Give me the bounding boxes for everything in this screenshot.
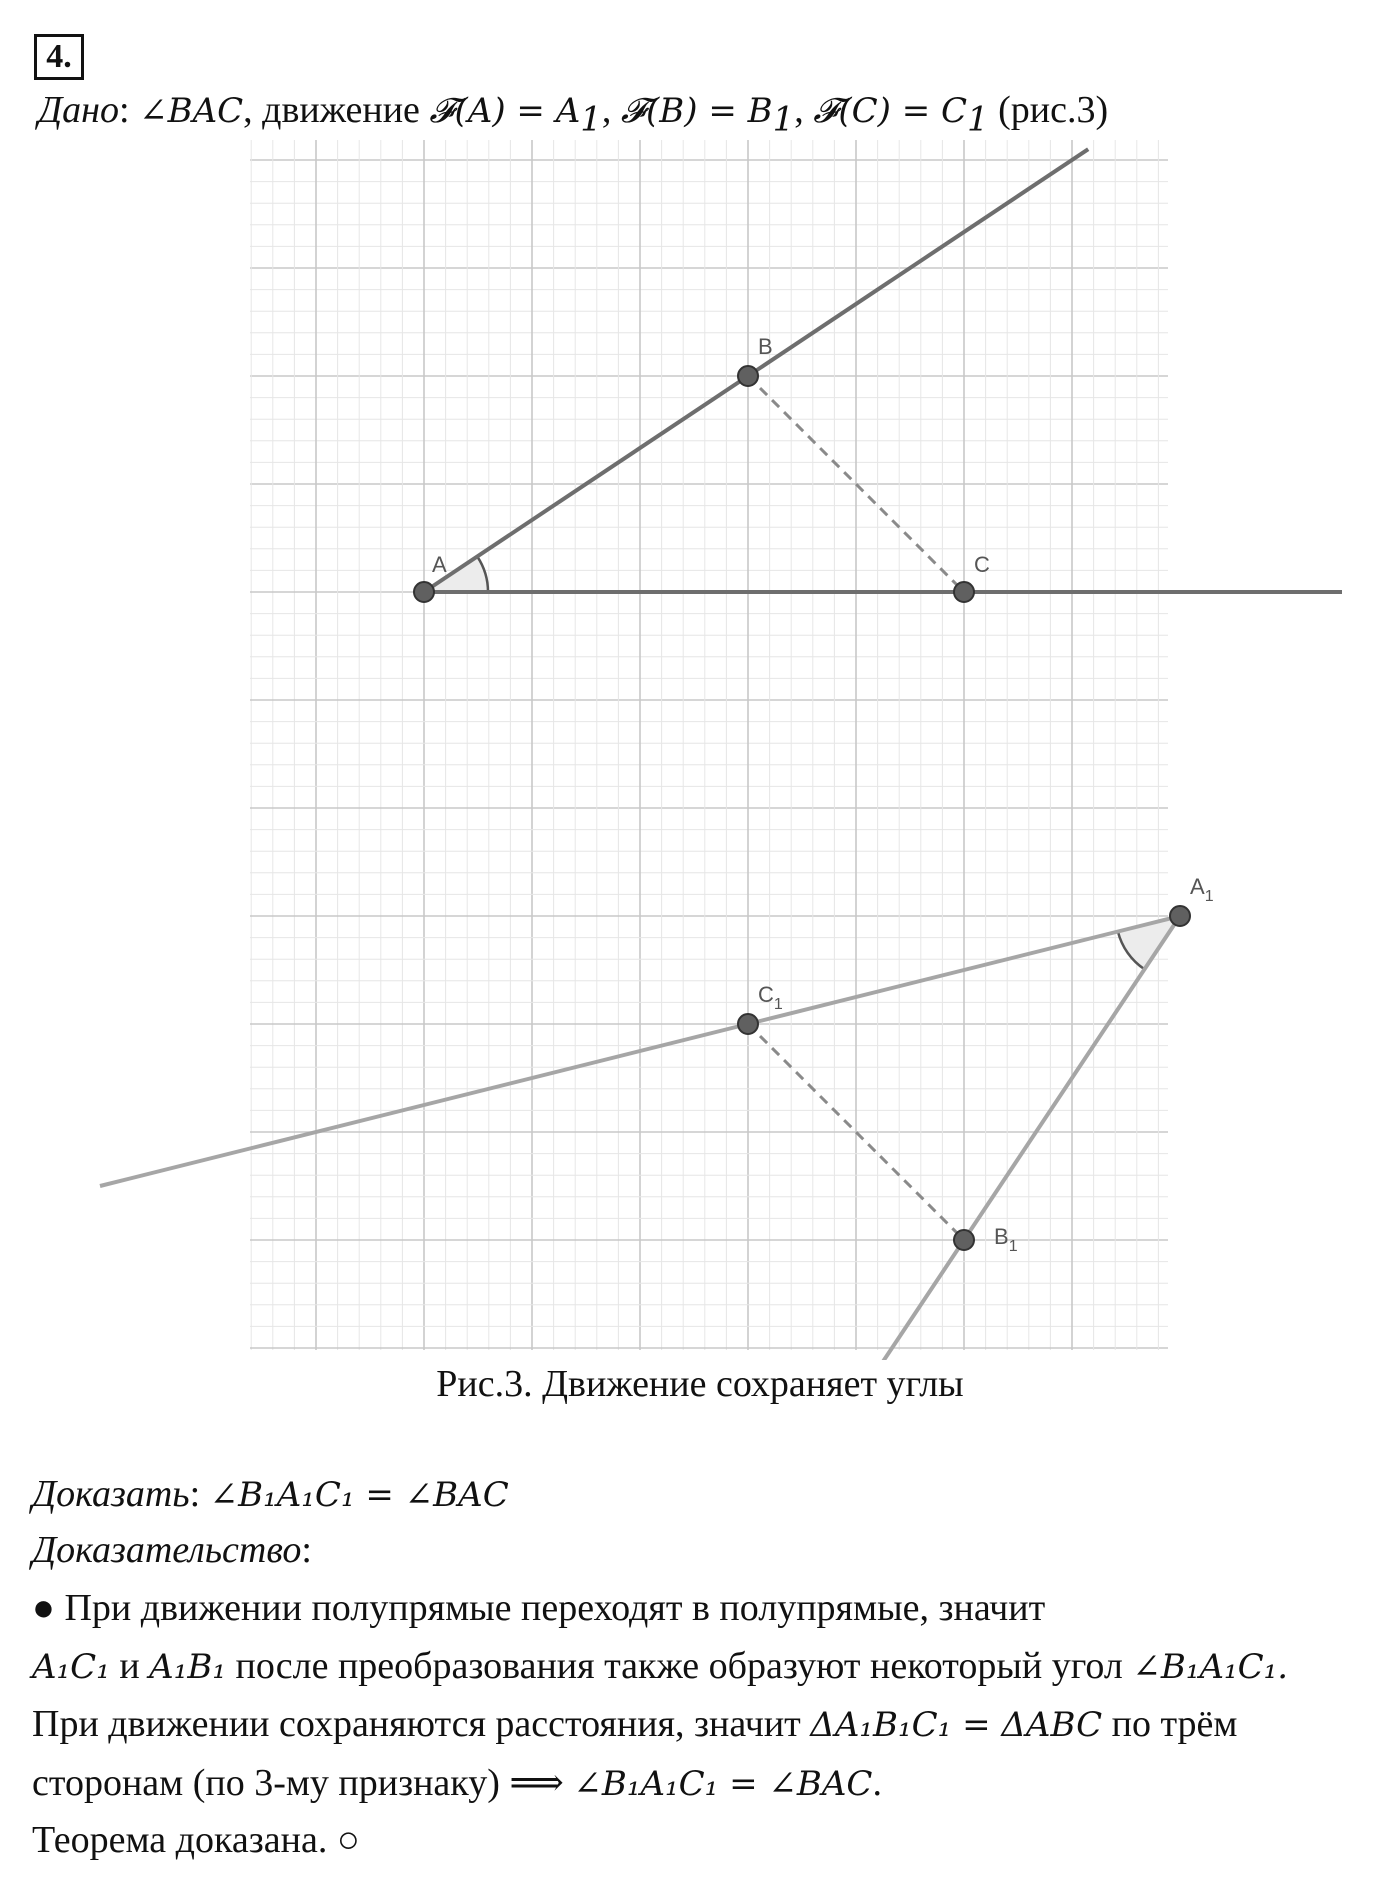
given-label: Дано — [38, 89, 120, 131]
sub-a: 1 — [580, 99, 602, 140]
proof-conclusion: Теорема доказана. ○ — [32, 1819, 360, 1861]
proof-heading — [32, 1528, 312, 1572]
map-a: (A) = A — [454, 91, 581, 131]
figure-ref: (рис.3) — [998, 89, 1109, 131]
label-c: C — [974, 552, 990, 577]
motion-symbol-1: 𝓕 — [429, 91, 455, 131]
given-angle: ∠BAC — [139, 91, 244, 131]
figure-caption: Рис.3. Движение сохраняет углы — [436, 1363, 964, 1405]
given-comma-2: , — [601, 89, 612, 131]
point-a — [414, 582, 434, 602]
sub-c: 1 — [967, 99, 989, 140]
point-c1 — [738, 1014, 758, 1034]
proof-line-4-text: сторонам (по 3-му признаку) ⟹ — [32, 1762, 574, 1804]
label-a1: $A_1$ — [1190, 874, 1214, 905]
prove-statement: ∠B₁A₁C₁ = ∠BAC — [209, 1475, 509, 1515]
proof-line-3-end: по трём — [1102, 1703, 1238, 1745]
proof-label: Доказательство — [32, 1529, 302, 1571]
grid — [250, 140, 1168, 1350]
motion-symbol-3: 𝓕 — [813, 91, 839, 131]
given-comma-1: , — [243, 89, 253, 131]
label-c1: $C_1$ — [758, 982, 783, 1013]
prove-colon: : — [189, 1473, 201, 1515]
point-b1 — [954, 1230, 974, 1250]
angle-equality: ∠B₁A₁C₁ = ∠BAC — [573, 1764, 873, 1804]
point-a1 — [1170, 906, 1190, 926]
map-c: (C) = C — [838, 91, 968, 131]
point-b — [738, 366, 758, 386]
proof-line-3-text: При движении сохраняются расстояния, значит — [32, 1703, 811, 1745]
proof-line-2 — [32, 1644, 1288, 1688]
geometry — [100, 149, 1342, 1360]
prove-label: Доказать — [32, 1473, 190, 1515]
prove-line — [32, 1472, 509, 1516]
map-b: (B) = B — [646, 91, 773, 131]
given-motion-word: движение — [262, 89, 420, 131]
proof-line-4-end: . — [872, 1762, 882, 1804]
problem-number: 4. — [34, 34, 84, 80]
angle-b1a1c1: ∠B₁A₁C₁. — [1132, 1647, 1289, 1687]
segment-a1c1: A₁C₁ — [32, 1647, 110, 1687]
proof-line-3 — [32, 1702, 1237, 1746]
given-colon: : — [119, 89, 130, 131]
proof-and: и — [109, 1645, 150, 1687]
proof-line-1: ● При движении полупрямые переходят в полупрямые, значит — [32, 1587, 1046, 1629]
given-comma-3: , — [794, 89, 804, 131]
sub-b: 1 — [772, 99, 795, 140]
label-a: A — [432, 552, 447, 577]
label-b: B — [758, 334, 773, 359]
proof-colon: : — [301, 1529, 312, 1571]
point-c — [954, 582, 974, 602]
segment-a1b1: A₁B₁ — [149, 1647, 226, 1687]
triangle-equality: ΔA₁B₁C₁ = ΔABC — [810, 1705, 1103, 1745]
motion-symbol-2: 𝓕 — [620, 91, 646, 131]
proof-line-2-text: после преобразования также образуют некоторый угол — [225, 1645, 1133, 1687]
label-b1: $B_1$ — [994, 1224, 1018, 1255]
proof-line-4 — [32, 1760, 882, 1805]
